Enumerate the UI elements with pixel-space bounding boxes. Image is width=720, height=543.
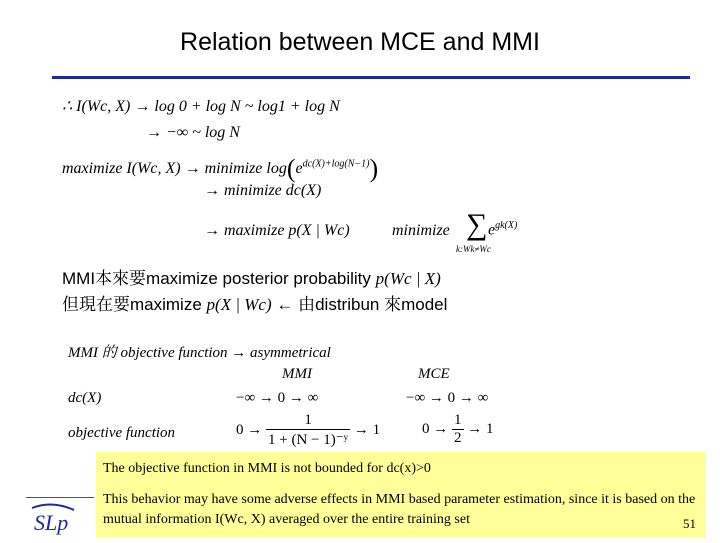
chinese-line-2-e: distribun	[315, 295, 380, 314]
chinese-line-1-a: MMI本來要	[62, 269, 147, 288]
slide-title: Relation between MCE and MMI	[180, 28, 540, 56]
column-mmi: MMI	[282, 366, 312, 382]
chinese-line-2-g: model	[401, 295, 448, 314]
mce-obj-fraction	[452, 412, 464, 447]
equation-line-3-left: maximize I(Wc, X) → minimize log	[62, 160, 287, 177]
mce-obj-post: → 1	[467, 420, 494, 437]
mmi-obj-fraction	[266, 412, 350, 449]
row-dc-mce: −∞ → 0 → ∞	[406, 390, 489, 406]
equation-line-1: ∴ I(Wc, X) → log 0 + log N ~ log1 + log N	[62, 98, 340, 115]
equation-line-5-right: minimize	[392, 222, 450, 239]
equation-line-3-exponent: dc(X)+log(N−1)	[302, 158, 370, 170]
column-mce: MCE	[418, 366, 450, 382]
slp-logo-graphic	[28, 502, 78, 536]
page-number: 51	[683, 516, 696, 531]
chinese-line-2	[62, 290, 447, 315]
mmi-obj-pre: 0 →	[236, 421, 263, 438]
equation-line-2: → −∞ ~ log N	[146, 124, 240, 141]
equation-line-4: → minimize dc(X)	[204, 182, 322, 199]
note-line-1: The objective function in MMI is not bounded for dc(x)>0	[103, 461, 431, 476]
row-objective-mce	[422, 412, 494, 447]
chinese-line-2-c: p(X | Wc)	[206, 295, 272, 314]
mmi-obj-numerator: 1	[266, 412, 350, 430]
equation-line-3: maximize I(Wc, X) → minimize $\log(e^{dc(X)+log(N-1)})$	[62, 154, 379, 183]
mmi-obj-post: → 1	[353, 421, 381, 438]
mce-obj-numerator: 1	[454, 412, 462, 428]
summation-symbol: ∑	[466, 208, 488, 241]
mce-obj-denominator: 2	[454, 430, 462, 446]
summation-exponent: gk(X)	[495, 220, 518, 231]
chinese-line-2-a: 但現在要	[62, 295, 130, 314]
chinese-line-2-f: 來	[384, 295, 402, 314]
note-line-2: This behavior may have some adverse effects in MMI based parameter estimation, since it is based on the mutual information I(Wc, X) averaged over the entire training set	[103, 492, 696, 527]
slp-logo	[28, 502, 78, 536]
chinese-line-1-b: maximize posterior probability	[146, 269, 371, 288]
svg-text:SLp: SLp	[34, 510, 69, 535]
chinese-line-1-c: p(Wc | X)	[375, 269, 441, 288]
summation-subscript: k:Wk≠Wc	[456, 244, 491, 254]
table-header-left: MMI 的 objective function → asymmetrical	[68, 345, 331, 361]
row-objective-mmi	[236, 412, 380, 449]
row-dc-label: dc(X)	[68, 390, 102, 406]
row-objective-label: objective function	[68, 425, 176, 441]
title-divider	[52, 76, 690, 79]
chinese-line-1	[62, 264, 441, 289]
mmi-obj-denominator: 1 + (N − 1)⁻ʸ	[268, 432, 349, 448]
row-dc-mmi: −∞ → 0 → ∞	[236, 390, 319, 406]
summation-term: $e^{gk(X)}$	[488, 220, 518, 239]
footer-divider	[26, 497, 94, 498]
mce-obj-pre: 0 →	[422, 420, 449, 437]
equation-line-5: → maximize p(X | Wc)	[204, 222, 350, 239]
chinese-line-2-d: ← 由	[276, 295, 316, 314]
chinese-line-2-b: maximize	[130, 295, 202, 314]
